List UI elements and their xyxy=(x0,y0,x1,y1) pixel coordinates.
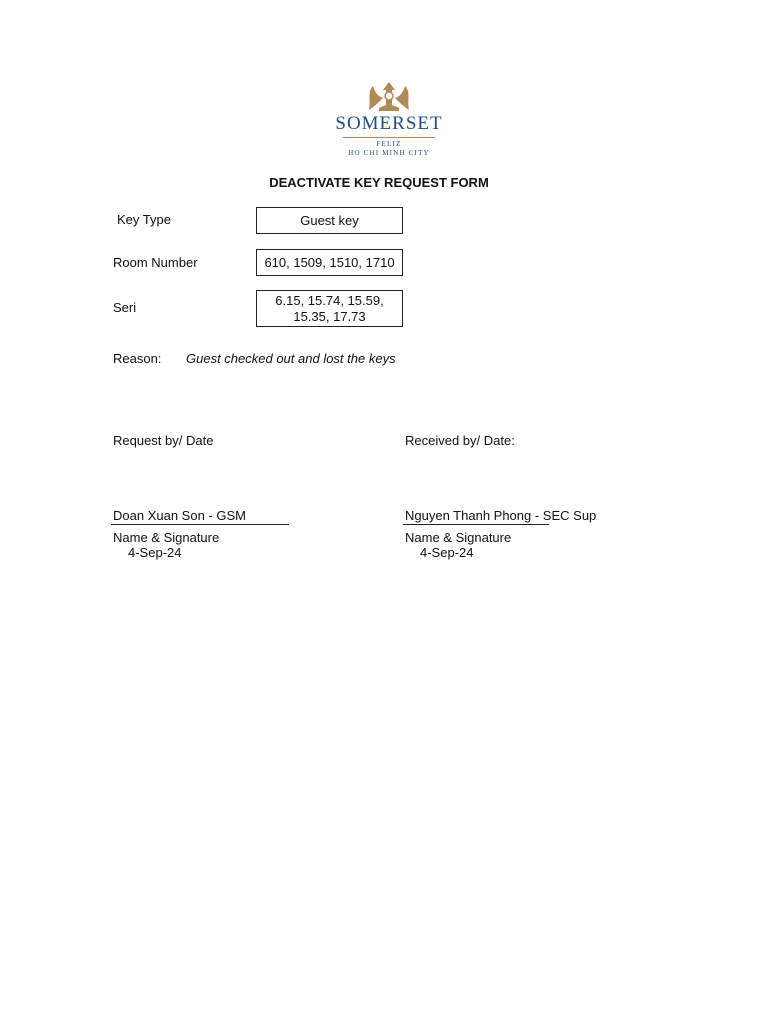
seri-value-line1: 6.15, 15.74, 15.59, xyxy=(275,292,384,308)
logo-line1: FELIZ xyxy=(376,140,402,148)
key-type-field[interactable]: Guest key xyxy=(256,207,403,234)
key-type-label: Key Type xyxy=(117,212,171,227)
received-by-heading: Received by/ Date: xyxy=(405,433,515,448)
logo-line2: HO CHI MINH CITY xyxy=(348,149,430,157)
request-signature-line xyxy=(111,524,289,525)
reason-label: Reason: xyxy=(113,351,162,366)
seri-value-line2: 15.35, 17.73 xyxy=(293,308,366,324)
request-by-heading: Request by/ Date xyxy=(113,433,214,448)
request-date: 4-Sep-24 xyxy=(128,545,182,560)
seri-field[interactable] xyxy=(256,290,403,327)
reason-value: Guest checked out and lost the keys xyxy=(186,351,396,366)
form-title: DEACTIVATE KEY REQUEST FORM xyxy=(269,175,489,190)
received-signature-caption: Name & Signature xyxy=(405,530,512,545)
room-number-label: Room Number xyxy=(113,255,198,270)
received-date: 4-Sep-24 xyxy=(420,545,474,560)
request-signer-name: Doan Xuan Son - GSM xyxy=(113,508,246,523)
logo-brand: SOMERSET xyxy=(335,113,443,134)
logo-divider xyxy=(343,137,435,138)
crest-icon xyxy=(361,80,417,114)
room-number-field[interactable]: 610, 1509, 1510, 1710 xyxy=(256,249,403,276)
somerset-logo xyxy=(327,80,451,166)
received-signature-line xyxy=(403,524,549,525)
received-signer-name: Nguyen Thanh Phong - SEC Sup xyxy=(405,508,597,523)
request-signature-caption: Name & Signature xyxy=(113,530,220,545)
seri-label: Seri xyxy=(113,300,137,315)
